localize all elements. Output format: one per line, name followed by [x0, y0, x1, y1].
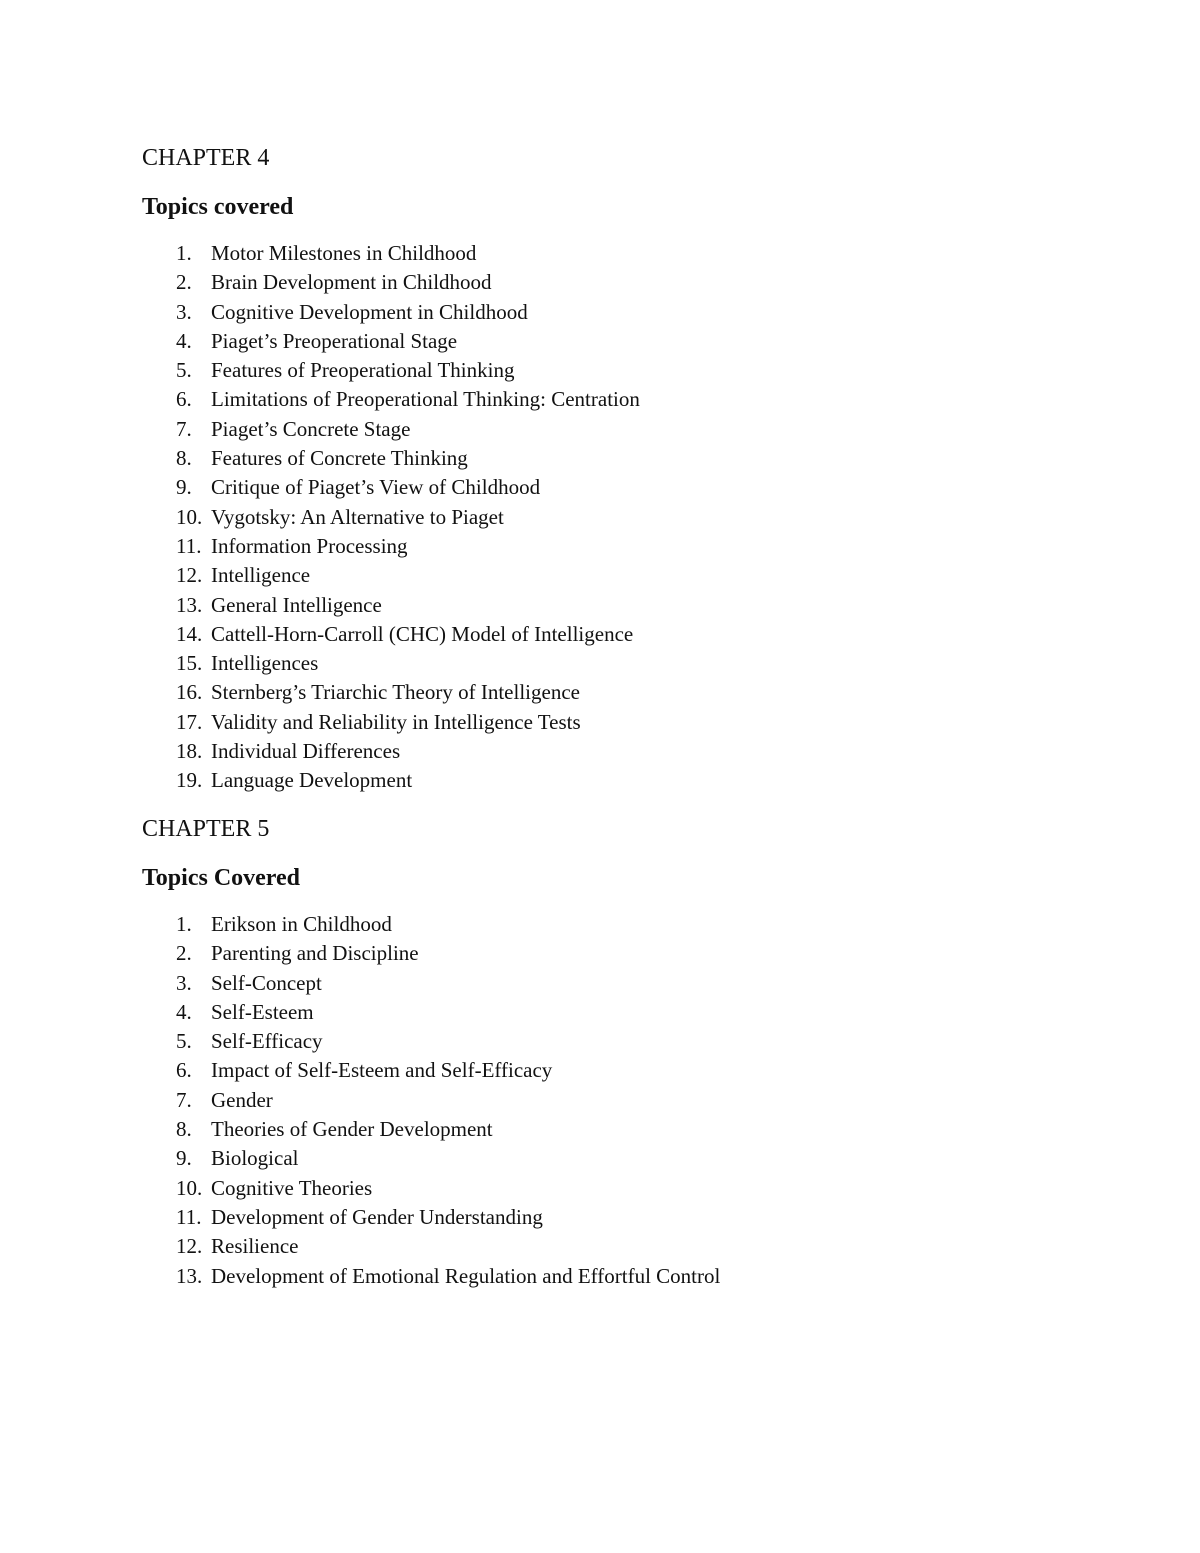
list-item: [142, 327, 1042, 356]
list-item-text: Motor Milestones in Childhood: [211, 241, 477, 265]
list-item-number: 8.: [176, 446, 192, 471]
list-item-text: Validity and Reliability in Intelligence Tests: [211, 709, 581, 734]
list-item-number: 7.: [176, 416, 192, 441]
list-item-number: 5.: [176, 358, 192, 383]
list-item: [142, 708, 1042, 737]
list-item-text: Intelligences: [211, 651, 319, 676]
list-item-number: 12.: [176, 1234, 203, 1259]
list-item: [142, 268, 1042, 297]
list-item-text: Development of Emotional Regulation and Effortful Control: [211, 1263, 721, 1288]
list-item: [142, 998, 1042, 1027]
list-item-text: Individual Differences: [211, 739, 401, 764]
list-item-text: Theories of Gender Development: [211, 1117, 493, 1142]
list-item: [142, 737, 1042, 766]
list-item-text: Parenting and Discipline: [211, 941, 419, 966]
list-item: [142, 969, 1042, 998]
topic-list: [142, 239, 1042, 796]
list-item-number: 9.: [176, 1146, 192, 1171]
list-item-number: 13.: [176, 1263, 203, 1288]
list-item-number: 6.: [176, 1058, 192, 1083]
list-item-text: Impact of Self-Esteem and Self-Efficacy: [211, 1058, 553, 1083]
list-item-text: Cattell-Horn-Carroll (CHC) Model of Intelligence: [211, 621, 634, 646]
list-item-number: 11.: [176, 533, 202, 558]
list-item: [142, 1232, 1042, 1261]
list-item: [142, 532, 1042, 561]
list-item-number: 18.: [176, 739, 203, 764]
list-item-text: Biological: [211, 1146, 299, 1171]
list-item: [142, 415, 1042, 444]
list-item-text: Self-Efficacy: [211, 1029, 323, 1054]
list-item-text: Piaget’s Preoperational Stage: [211, 328, 458, 353]
list-item-number: 10.: [176, 504, 203, 529]
topic-list: [142, 910, 1042, 1291]
list-item-text: Cognitive Development in Childhood: [211, 299, 528, 324]
list-item: [142, 473, 1042, 502]
list-item-number: 4.: [176, 328, 192, 353]
list-item-text: Critique of Piaget’s View of Childhood: [211, 475, 541, 500]
chapter-heading: CHAPTER 5: [142, 816, 270, 842]
list-item-number: 16.: [176, 680, 203, 705]
list-item-number: 4.: [176, 999, 192, 1024]
list-item-number: 17.: [176, 709, 203, 734]
list-item-number: 7.: [176, 1087, 192, 1112]
list-item: [142, 239, 1042, 268]
list-item-number: 15.: [176, 651, 203, 676]
list-item: [142, 385, 1042, 414]
list-item-number: 3.: [176, 970, 192, 995]
list-item-number: 1.: [176, 241, 192, 265]
chapter-5-section: [142, 813, 1042, 1291]
list-item-number: 8.: [176, 1117, 192, 1142]
list-item: [142, 649, 1042, 678]
topics-heading: Topics Covered: [142, 865, 301, 891]
list-item-number: 19.: [176, 768, 203, 793]
list-item: [142, 910, 1042, 939]
chapter-4-section: [142, 142, 1042, 796]
list-item-text: Features of Concrete Thinking: [211, 446, 468, 471]
topics-heading: Topics covered: [142, 194, 294, 220]
list-item: [142, 1174, 1042, 1203]
list-item-text: Vygotsky: An Alternative to Piaget: [211, 504, 504, 529]
list-item-text: Brain Development in Childhood: [211, 270, 492, 295]
list-item: [142, 939, 1042, 968]
list-item-text: General Intelligence: [211, 592, 382, 617]
list-item: [142, 298, 1042, 327]
list-item: [142, 766, 1042, 795]
list-item-text: Gender: [211, 1087, 273, 1112]
list-item: [142, 620, 1042, 649]
list-item-text: Erikson in Childhood: [211, 912, 392, 936]
list-item-text: Self-Esteem: [211, 999, 314, 1024]
list-item-number: 3.: [176, 299, 192, 324]
list-item: [142, 1115, 1042, 1144]
list-item-number: 2.: [176, 941, 192, 966]
list-item-text: Features of Preoperational Thinking: [211, 358, 515, 383]
list-item-text: Information Processing: [211, 533, 408, 558]
list-item-text: Self-Concept: [211, 970, 322, 995]
list-item: [142, 561, 1042, 590]
list-item-number: 13.: [176, 592, 203, 617]
chapter-heading: CHAPTER 4: [142, 145, 270, 171]
list-item: [142, 1262, 1042, 1291]
list-item: [142, 1056, 1042, 1085]
list-item: [142, 356, 1042, 385]
list-item-number: 10.: [176, 1175, 203, 1200]
list-item-number: 1.: [176, 912, 192, 936]
list-item: [142, 1086, 1042, 1115]
list-item-number: 12.: [176, 563, 203, 588]
list-item-text: Intelligence: [211, 563, 311, 588]
list-item: [142, 678, 1042, 707]
list-item-number: 9.: [176, 475, 192, 500]
list-item-number: 2.: [176, 270, 192, 295]
list-item: [142, 1027, 1042, 1056]
list-item: [142, 591, 1042, 620]
list-item-text: Resilience: [211, 1234, 299, 1259]
list-item: [142, 503, 1042, 532]
list-item-number: 6.: [176, 387, 192, 412]
list-item-number: 5.: [176, 1029, 192, 1054]
list-item-text: Language Development: [211, 768, 413, 793]
list-item: [142, 444, 1042, 473]
list-item-text: Limitations of Preoperational Thinking: Centration: [211, 387, 640, 412]
list-item-text: Sternberg’s Triarchic Theory of Intelligence: [211, 680, 580, 705]
list-item-text: Development of Gender Understanding: [211, 1204, 543, 1229]
list-item: [142, 1203, 1042, 1232]
list-item: [142, 1144, 1042, 1173]
list-item-text: Cognitive Theories: [211, 1175, 373, 1200]
list-item-text: Piaget’s Concrete Stage: [211, 416, 411, 441]
list-item-number: 14.: [176, 621, 203, 646]
list-item-number: 11.: [176, 1204, 202, 1229]
